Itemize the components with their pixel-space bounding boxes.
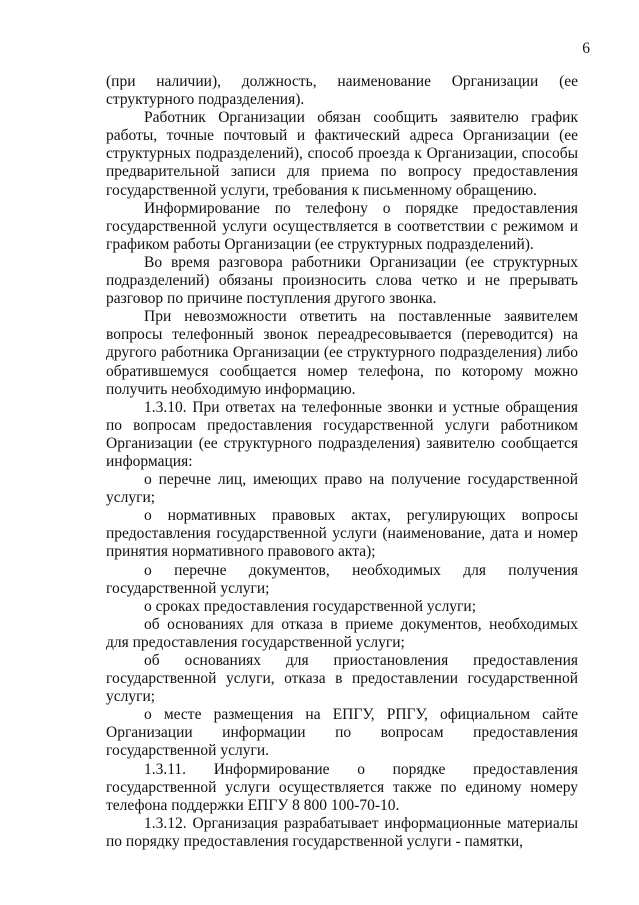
document-body	[106, 73, 578, 851]
list-item-terms: о сроках предоставления государственной услуги;	[144, 597, 477, 615]
list-item-legal-acts: о нормативных правовых актах, регулирующих вопросы предоставления государственной услуги (наименование, дата и номер принятия нормативного правового акта);	[106, 507, 578, 561]
list-item-persons: о перечне лиц, имеющих право на получение государственной услуги;	[106, 471, 578, 507]
list-item-suspension-grounds: об основаниях для приостановления предоставления государственной услуги, отказа в предоставлении государственной услуги;	[106, 652, 578, 706]
paragraph-1-3-12: 1.3.12. Организация разрабатывает информационные материалы по порядку предоставления государственной услуги - памятки,	[106, 814, 578, 850]
page-number: 6	[582, 40, 590, 57]
list-item-documents: о перечне документов, необходимых для получения государственной услуги;	[106, 561, 578, 597]
list-item-publication-place: о месте размещения на ЕПГУ, РПГУ, официальном сайте Организации информации по вопросам предоставления государственной услуги.	[106, 706, 578, 760]
paragraph-1-3-11: 1.3.11. Информирование о порядке предоставления государственной услуги осуществляется также по единому номеру телефона поддержки ЕПГУ 8 800 100-70-10.	[106, 760, 578, 814]
list-item-refusal-grounds: об основаниях для отказа в приеме документов, необходимых для предоставления государственной услуги;	[106, 615, 578, 651]
paragraph-employee-duty: Работник Организации обязан сообщить заявителю график работы, точные почтовый и фактический адреса Организации (ее структурных подразделений), способ проезда к Организации, способы предварительной записи для приема по вопросу предоставления государственной услуги, требования к письменному обращению.	[106, 109, 578, 199]
paragraph-conversation-rules: Во время разговора работники Организации (ее структурных подразделений) обязаны произносить слова четко и не прерывать разговор по причине поступления другого звонка.	[106, 253, 578, 308]
paragraph-call-redirect: При невозможности ответить на поставленные заявителем вопросы телефонный звонок переадресовывается (переводится) на другого работника Организации (ее структурного подразделения) либо обратившемуся сообщается номер телефона, по которому можно получить необходимую информацию.	[106, 308, 578, 398]
paragraph-1-3-10: 1.3.10. При ответах на телефонные звонки и устные обращения по вопросам предоставления государственной услуги работником Организации (ее структурного подразделения) заявителю сообщается информация:	[106, 398, 578, 470]
paragraph-phone-info: Информирование по телефону о порядке предоставления государственной услуги осуществляется в соответствии с режимом и графиком работы Организации (ее структурных подразделений).	[106, 199, 578, 253]
paragraph-continuation: (при наличии), должность, наименование Организации (ее структурного подразделения).	[106, 73, 578, 109]
